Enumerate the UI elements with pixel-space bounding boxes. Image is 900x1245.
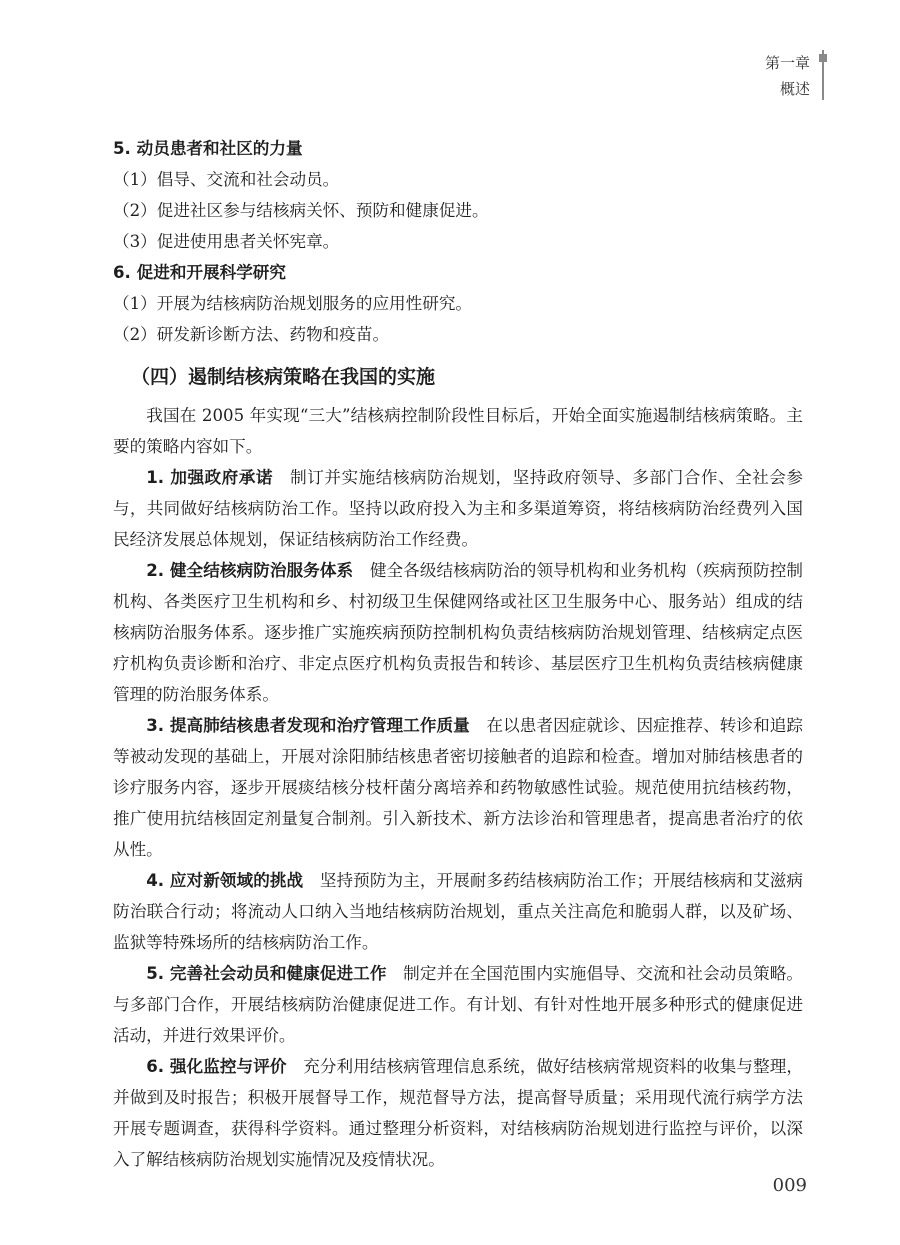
- list-heading: 5. 动员患者和社区的力量: [113, 139, 303, 158]
- strategy-item: [113, 958, 803, 1051]
- page-number: 009: [772, 1175, 807, 1196]
- chapter-label: 第一章: [764, 54, 810, 72]
- running-header: [765, 50, 824, 100]
- list-heading: 6. 促进和开展科学研究: [113, 263, 286, 282]
- strategy-item: [113, 462, 803, 555]
- strategy-item: [113, 710, 803, 865]
- page-body: [113, 133, 803, 1175]
- list-item: （2）促进社区参与结核病关怀、预防和健康促进。: [113, 201, 489, 220]
- strategy-head: 2. 健全结核病防治服务体系: [146, 561, 354, 580]
- section-intro: 我国在 2005 年实现“三大”结核病控制阶段性目标后，开始全面实施遏制结核病策略。主要的策略内容如下。: [113, 406, 803, 456]
- strategy-body: 健全各级结核病防治的领导机构和业务机构（疾病预防控制机构、各类医疗卫生机构和乡、村初级卫生保健网络或社区卫生服务中心、服务站）组成的结核病防治服务体系。逐步推广实施疾病预防控制机构负责结核病防治规划管理、结核病定点医疗机构负责诊断和治疗、非定点医疗机构负责报告和转诊、基层医疗卫生机构负责结核病健康管理的防治服务体系。: [113, 561, 803, 704]
- strategy-head: 6. 强化监控与评价: [146, 1057, 287, 1076]
- list-item: （1）开展为结核病防治规划服务的应用性研究。: [113, 294, 473, 313]
- strategy-body: 在以患者因症就诊、因症推荐、转诊和追踪等被动发现的基础上，开展对涂阳肺结核患者密切接触者的追踪和检查。增加对肺结核患者的诊疗服务内容，逐步开展痰结核分枝杆菌分离培养和药物敏感性试验。规范使用抗结核药物，推广使用抗结核固定剂量复合制剂。引入新技术、新方法诊治和管理患者，提高患者治疗的依从性。: [113, 716, 804, 859]
- strategy-item: [113, 1051, 803, 1175]
- strategy-body: 充分利用结核病管理信息系统，做好结核病常规资料的收集与整理，并做到及时报告；积极开展督导工作，规范督导方法，提高督导质量；采用现代流行病学方法开展专题调查，获得科学资料。通过整理分析资料，对结核病防治规划进行监控与评价，以深入了解结核病防治规划实施情况及疫情状况。: [113, 1057, 804, 1169]
- list-item: （1）倡导、交流和社会动员。: [113, 170, 340, 189]
- list-item: （3）促进使用患者关怀宪章。: [113, 232, 340, 251]
- chapter-title: 概述: [779, 80, 810, 98]
- strategy-item: [113, 555, 803, 710]
- strategy-head: 4. 应对新领域的挑战: [146, 871, 304, 890]
- strategy-body: 制订并实施结核病防治规划，坚持政府领导、多部门合作、全社会参与，共同做好结核病防治工作。坚持以政府投入为主和多渠道筹资，将结核病防治经费列入国民经济发展总体规划，保证结核病防治工作经费。: [113, 468, 804, 549]
- strategy-item: [113, 865, 803, 958]
- strategy-head: 3. 提高肺结核患者发现和治疗管理工作质量: [146, 716, 470, 735]
- section-heading: （四）遏制结核病策略在我国的实施: [131, 366, 436, 388]
- strategy-body: 坚持预防为主，开展耐多药结核病防治工作；开展结核病和艾滋病防治联合行动；将流动人口纳入当地结核病防治规划，重点关注高危和脆弱人群，以及矿场、监狱等特殊场所的结核病防治工作。: [113, 871, 803, 952]
- list-item: （2）研发新诊断方法、药物和疫苗。: [113, 325, 390, 344]
- header-marker: [819, 54, 827, 62]
- strategy-head: 5. 完善社会动员和健康促进工作: [146, 964, 387, 983]
- strategy-body: 制定并在全国范围内实施倡导、交流和社会动员策略。与多部门合作，开展结核病防治健康促进工作。有计划、有针对性地开展多种形式的健康促进活动，并进行效果评价。: [113, 964, 803, 1045]
- strategy-head: 1. 加强政府承诺: [146, 468, 274, 487]
